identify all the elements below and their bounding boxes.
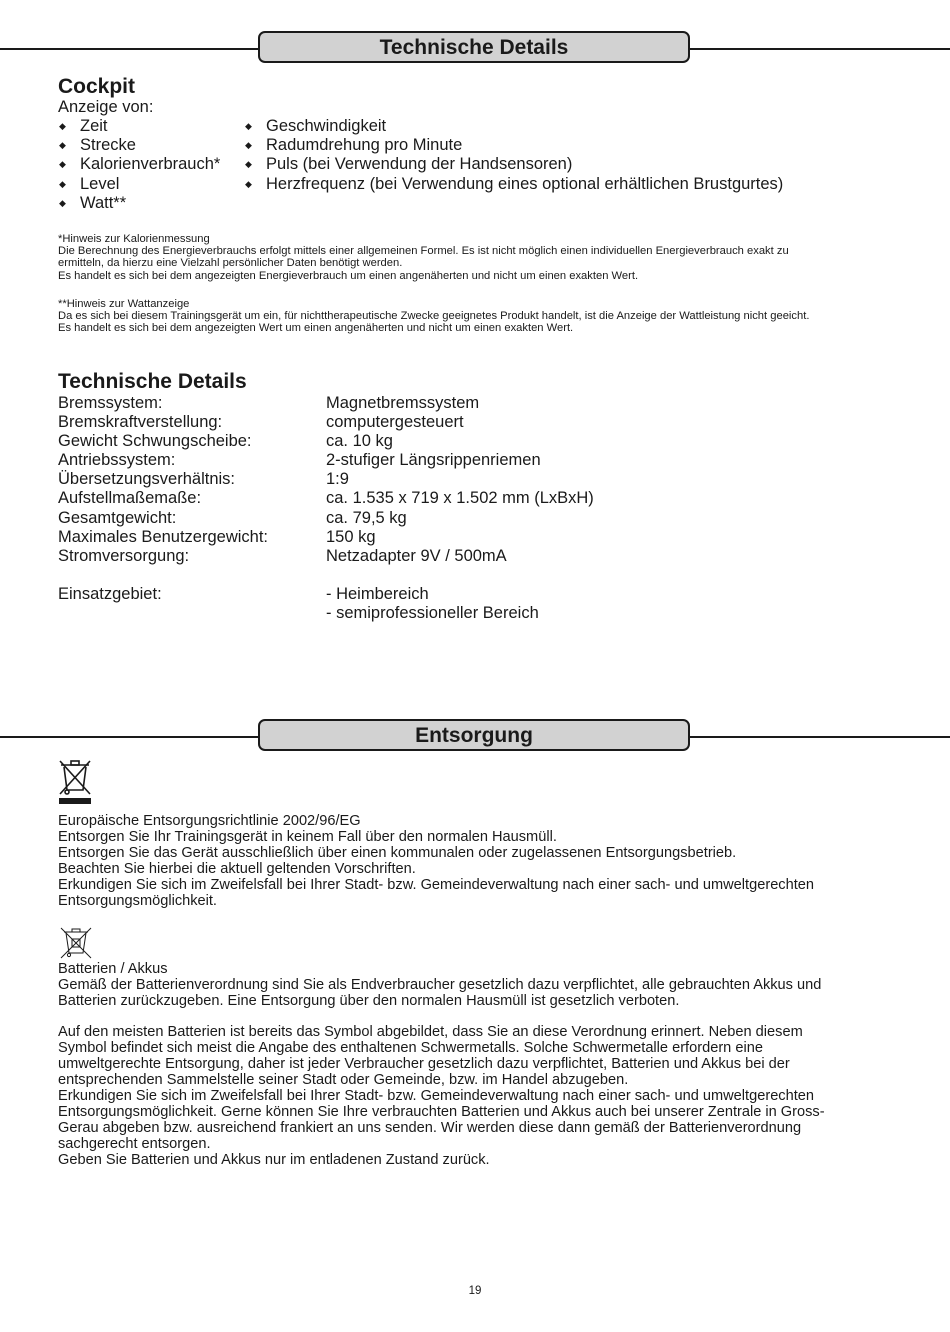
list-item: ◆ Geschwindigkeit bbox=[245, 117, 387, 135]
spec-value: 1:9 bbox=[326, 470, 349, 489]
diamond-bullet-icon: ◆ bbox=[245, 159, 252, 170]
diamond-bullet-icon: ◆ bbox=[59, 140, 66, 151]
spec-value: ca. 10 kg bbox=[326, 432, 393, 451]
table-row bbox=[58, 547, 678, 566]
section-banner-disposal bbox=[0, 719, 950, 755]
diamond-bullet-icon: ◆ bbox=[59, 159, 66, 170]
battery-line: sachgerecht entsorgen. bbox=[58, 1136, 211, 1152]
spec-label: Einsatzgebiet: bbox=[58, 584, 162, 603]
spec-value: ca. 1.535 x 719 x 1.502 mm (LxBxH) bbox=[326, 489, 594, 508]
section-banner-technical-details bbox=[0, 31, 950, 67]
table-row bbox=[58, 413, 678, 432]
cockpit-list-left bbox=[58, 117, 220, 213]
list-item: ◆ Puls (bei Verwendung der Handsensoren) bbox=[245, 155, 573, 174]
table-row bbox=[58, 509, 678, 528]
crossed-out-wheelie-bin-icon bbox=[57, 758, 95, 806]
specs-heading: Technische Details bbox=[58, 370, 247, 393]
table-row bbox=[58, 432, 678, 451]
diamond-bullet-icon: ◆ bbox=[59, 178, 66, 189]
note-line: Es handelt es sich bei dem angezeigten Wert um einen angenäherten und nicht um einen exakten Wert. bbox=[58, 322, 574, 335]
battery-line: Symbol befindet sich meist die Angabe des enthaltenen Schwermetalls. Solche Schwermetalle erfordern eine bbox=[58, 1040, 763, 1056]
spec-label: Stromversorgung: bbox=[58, 546, 190, 565]
spec-value: 150 kg bbox=[326, 527, 376, 546]
diamond-bullet-icon: ◆ bbox=[59, 121, 66, 131]
battery-line: entsprechenden Sammelstelle seiner Stadt oder Gemeinde, bzw. im Handel abzugeben. bbox=[58, 1072, 629, 1088]
spec-label: Maximales Benutzergewicht: bbox=[58, 527, 269, 546]
list-item: ◆ Kalorienverbrauch* bbox=[59, 155, 221, 174]
table-row bbox=[58, 470, 678, 489]
weee-line: Entsorgungsmöglichkeit. bbox=[58, 893, 217, 909]
diamond-bullet-icon: ◆ bbox=[245, 140, 252, 151]
table-row bbox=[58, 604, 678, 623]
weee-line: Entsorgen Sie Ihr Trainingsgerät in keinem Fall über den normalen Hausmüll. bbox=[58, 829, 557, 845]
spec-value: 2-stufiger Längsrippenriemen bbox=[326, 451, 541, 470]
spec-value: - semiprofessioneller Bereich bbox=[326, 604, 539, 623]
battery-line: Batterien / Akkus bbox=[58, 961, 168, 977]
table-row bbox=[58, 394, 678, 413]
battery-text bbox=[58, 961, 825, 1168]
battery-line: Auf den meisten Batterien ist bereits das Symbol abgebildet, dass Sie an diese Verordnung erinnert. Neben diesem bbox=[58, 1024, 803, 1040]
list-item: ◆ Herzfrequenz (bei Verwendung eines optional erhältlichen Brustgurtes) bbox=[245, 174, 784, 193]
note-title: *Hinweis zur Kalorienmessung bbox=[58, 233, 210, 245]
specs-table bbox=[58, 394, 678, 623]
diamond-bullet-icon: ◆ bbox=[59, 197, 66, 208]
spec-label: Gewicht Schwungscheibe: bbox=[58, 432, 252, 451]
list-item: ◆ Zeit bbox=[59, 117, 108, 135]
list-item: ◆ Strecke bbox=[59, 136, 136, 155]
page-number: 19 bbox=[468, 1285, 482, 1297]
battery-line: Gerau abgeben bzw. ausreichend frankiert an uns senden. Wir werden diese dann gemäß der Batterienverordnung bbox=[58, 1120, 802, 1136]
table-row bbox=[58, 528, 678, 547]
cockpit-intro: Anzeige von: bbox=[58, 98, 154, 116]
spec-label: Aufstellmaßemaße: bbox=[58, 489, 202, 508]
weee-line: Beachten Sie hierbei die aktuell geltenden Vorschriften. bbox=[58, 861, 416, 877]
spec-value: - Heimbereich bbox=[326, 584, 429, 603]
section-title: Technische Details bbox=[258, 31, 690, 63]
spec-label: Antriebssystem: bbox=[58, 451, 176, 470]
spec-value: Magnetbremssystem bbox=[326, 394, 480, 412]
table-row bbox=[58, 451, 678, 470]
section-title: Entsorgung bbox=[258, 719, 690, 751]
spec-label: Bremssystem: bbox=[58, 394, 163, 412]
battery-line: umweltgerechte Entsorgung, daher ist jeder Verbraucher gesetzlich dazu verpflichtet, Batterien und Akkus bei der bbox=[58, 1056, 790, 1072]
spec-value: computergesteuert bbox=[326, 413, 464, 432]
spec-label: Bremskraftverstellung: bbox=[58, 413, 223, 432]
cockpit-list-right bbox=[244, 117, 783, 194]
table-row bbox=[58, 489, 678, 508]
weee-line: Europäische Entsorgungsrichtlinie 2002/96/EG bbox=[58, 813, 361, 829]
spec-value: Netzadapter 9V / 500mA bbox=[326, 546, 507, 565]
diamond-bullet-icon: ◆ bbox=[245, 121, 252, 131]
note-line: Da es sich bei diesem Trainingsgerät um ein, für nichttherapeutische Zwecke geeignetes Produkt handelt, ist die Anzeige der Wattleistung nicht geeicht. bbox=[58, 310, 810, 323]
spec-value: ca. 79,5 kg bbox=[326, 508, 407, 527]
note-line: ermitteln, da hierzu eine Vielzahl persönlicher Daten benötigt werden. bbox=[58, 257, 403, 270]
table-row bbox=[58, 585, 678, 604]
battery-line: Geben Sie Batterien und Akkus nur im entladenen Zustand zurück. bbox=[58, 1152, 490, 1168]
battery-line: Entsorgungsmöglichkeit. Gerne können Sie Ihre verbrauchten Batterien und Akkus auch bei unserer Zentrale in Gross- bbox=[58, 1104, 825, 1120]
note-line: Die Berechnung des Energieverbrauchs erfolgt mittels einer allgemeinen Formel. Es ist nicht möglich einen individuellen Energieverbrauch exakt zu bbox=[58, 245, 789, 258]
note-calories bbox=[58, 233, 789, 282]
weee-line: Entsorgen Sie das Gerät ausschließlich über einen kommunalen oder zugelassenen Entsorgungsbetrieb. bbox=[58, 845, 737, 861]
battery-bin-icon bbox=[58, 925, 94, 961]
spec-label: Gesamtgewicht: bbox=[58, 508, 177, 527]
battery-line: Gemäß der Batterienverordnung sind Sie als Endverbraucher gesetzlich dazu verpflichtet, alle gebrauchten Akkus und bbox=[58, 977, 822, 993]
list-item: ◆ Watt** bbox=[59, 193, 127, 212]
battery-line: Erkundigen Sie sich im Zweifelsfall bei Ihrer Stadt- bzw. Gemeindeverwaltung nach einer sach- und umweltgerechten bbox=[58, 1088, 815, 1104]
note-title: **Hinweis zur Wattanzeige bbox=[58, 298, 190, 310]
weee-line: Erkundigen Sie sich im Zweifelsfall bei Ihrer Stadt- bzw. Gemeindeverwaltung nach einer sach- und umweltgerechten bbox=[58, 877, 815, 893]
list-item: ◆ Level bbox=[59, 174, 120, 193]
note-line: Es handelt es sich bei dem angezeigten Energieverbrauch um einen angenäherten und nicht um einen exakten Wert. bbox=[58, 269, 639, 282]
weee-text bbox=[58, 813, 814, 909]
cockpit-heading: Cockpit bbox=[58, 75, 136, 98]
list-item: ◆ Radumdrehung pro Minute bbox=[245, 136, 463, 155]
diamond-bullet-icon: ◆ bbox=[245, 178, 252, 189]
note-watt bbox=[58, 298, 809, 335]
spec-label: Übersetzungsverhältnis: bbox=[58, 470, 236, 489]
battery-line: Batterien zurückzugeben. Eine Entsorgung über den normalen Hausmüll ist gesetzlich verboten. bbox=[58, 993, 680, 1009]
